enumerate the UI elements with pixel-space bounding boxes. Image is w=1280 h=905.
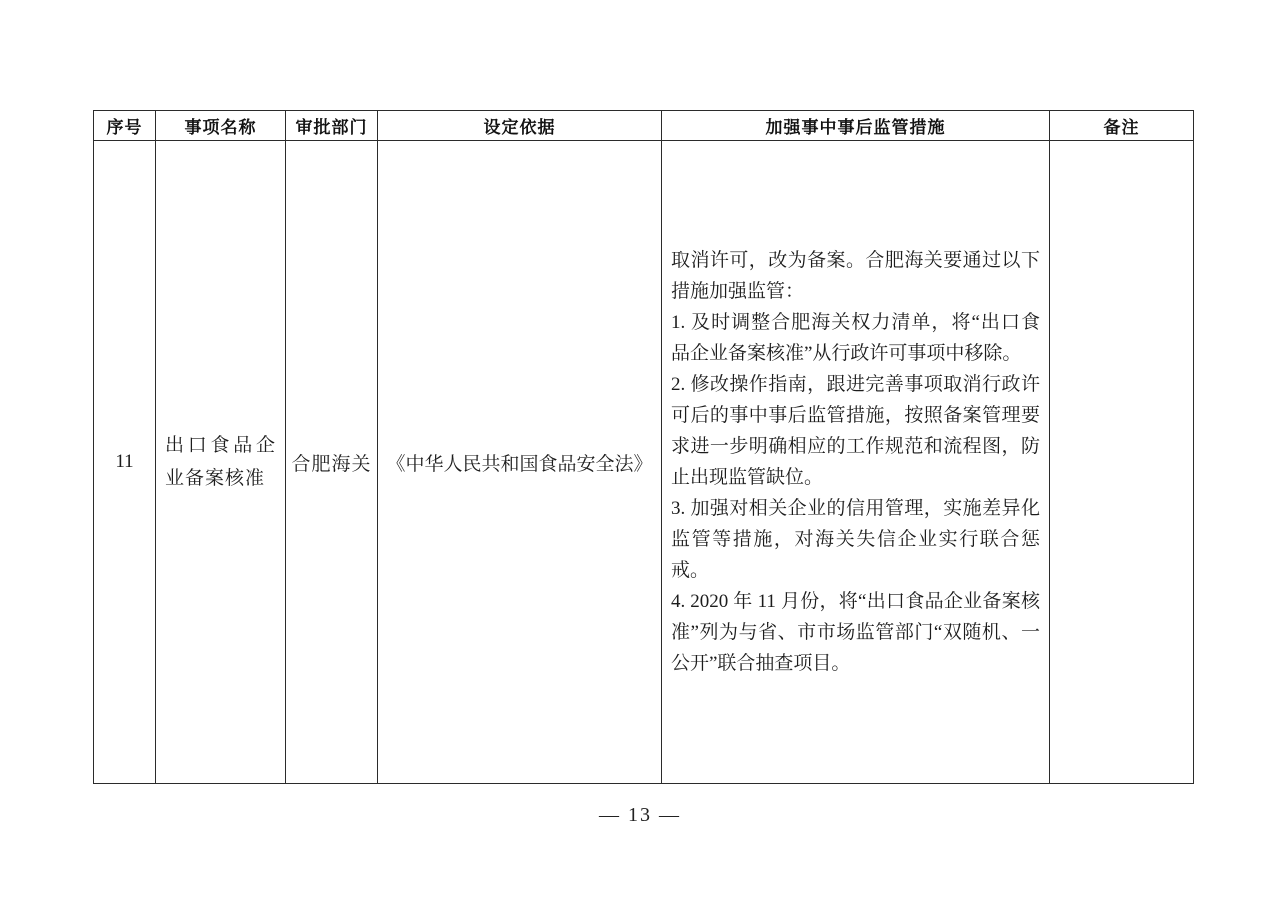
measure-intro: 取消许可，改为备案。合肥海关要通过以下措施加强监管：	[671, 250, 1040, 302]
cell-item-name: 出口食品企业备案核准	[156, 141, 286, 784]
cell-legal-basis: 《中华人民共和国食品安全法》	[378, 141, 662, 784]
header-item-name: 事项名称	[156, 111, 286, 141]
cell-supervision-measures	[662, 141, 1050, 784]
cell-serial-number: 11	[94, 141, 156, 784]
measure-item-4: 4. 2020 年 11 月份，将“出口食品企业备案核准”列为与省、市市场监管部门“双随机、一公开”联合抽查项目。	[671, 591, 1040, 674]
page-number: — 13 —	[599, 804, 681, 826]
table-row	[94, 141, 1194, 784]
table-header-row	[94, 111, 1194, 141]
measure-item-2: 2. 修改操作指南，跟进完善事项取消行政许可后的事中事后监管措施，按照备案管理要求进一步明确相应的工作规范和流程图，防止出现监管缺位。	[671, 374, 1040, 488]
header-legal-basis: 设定依据	[378, 111, 662, 141]
cell-approval-department: 合肥海关	[286, 141, 378, 784]
header-approval-department: 审批部门	[286, 111, 378, 141]
cell-remarks	[1050, 141, 1194, 784]
header-serial-number: 序号	[94, 111, 156, 141]
measure-item-1: 1. 及时调整合肥海关权力清单，将“出口食品企业备案核准”从行政许可事项中移除。	[671, 312, 1040, 364]
header-supervision-measures: 加强事中事后监管措施	[662, 111, 1050, 141]
approval-items-table	[93, 110, 1194, 784]
header-remarks: 备注	[1050, 111, 1194, 141]
measure-item-3: 3. 加强对相关企业的信用管理，实施差异化监管等措施，对海关失信企业实行联合惩戒。	[671, 498, 1040, 581]
